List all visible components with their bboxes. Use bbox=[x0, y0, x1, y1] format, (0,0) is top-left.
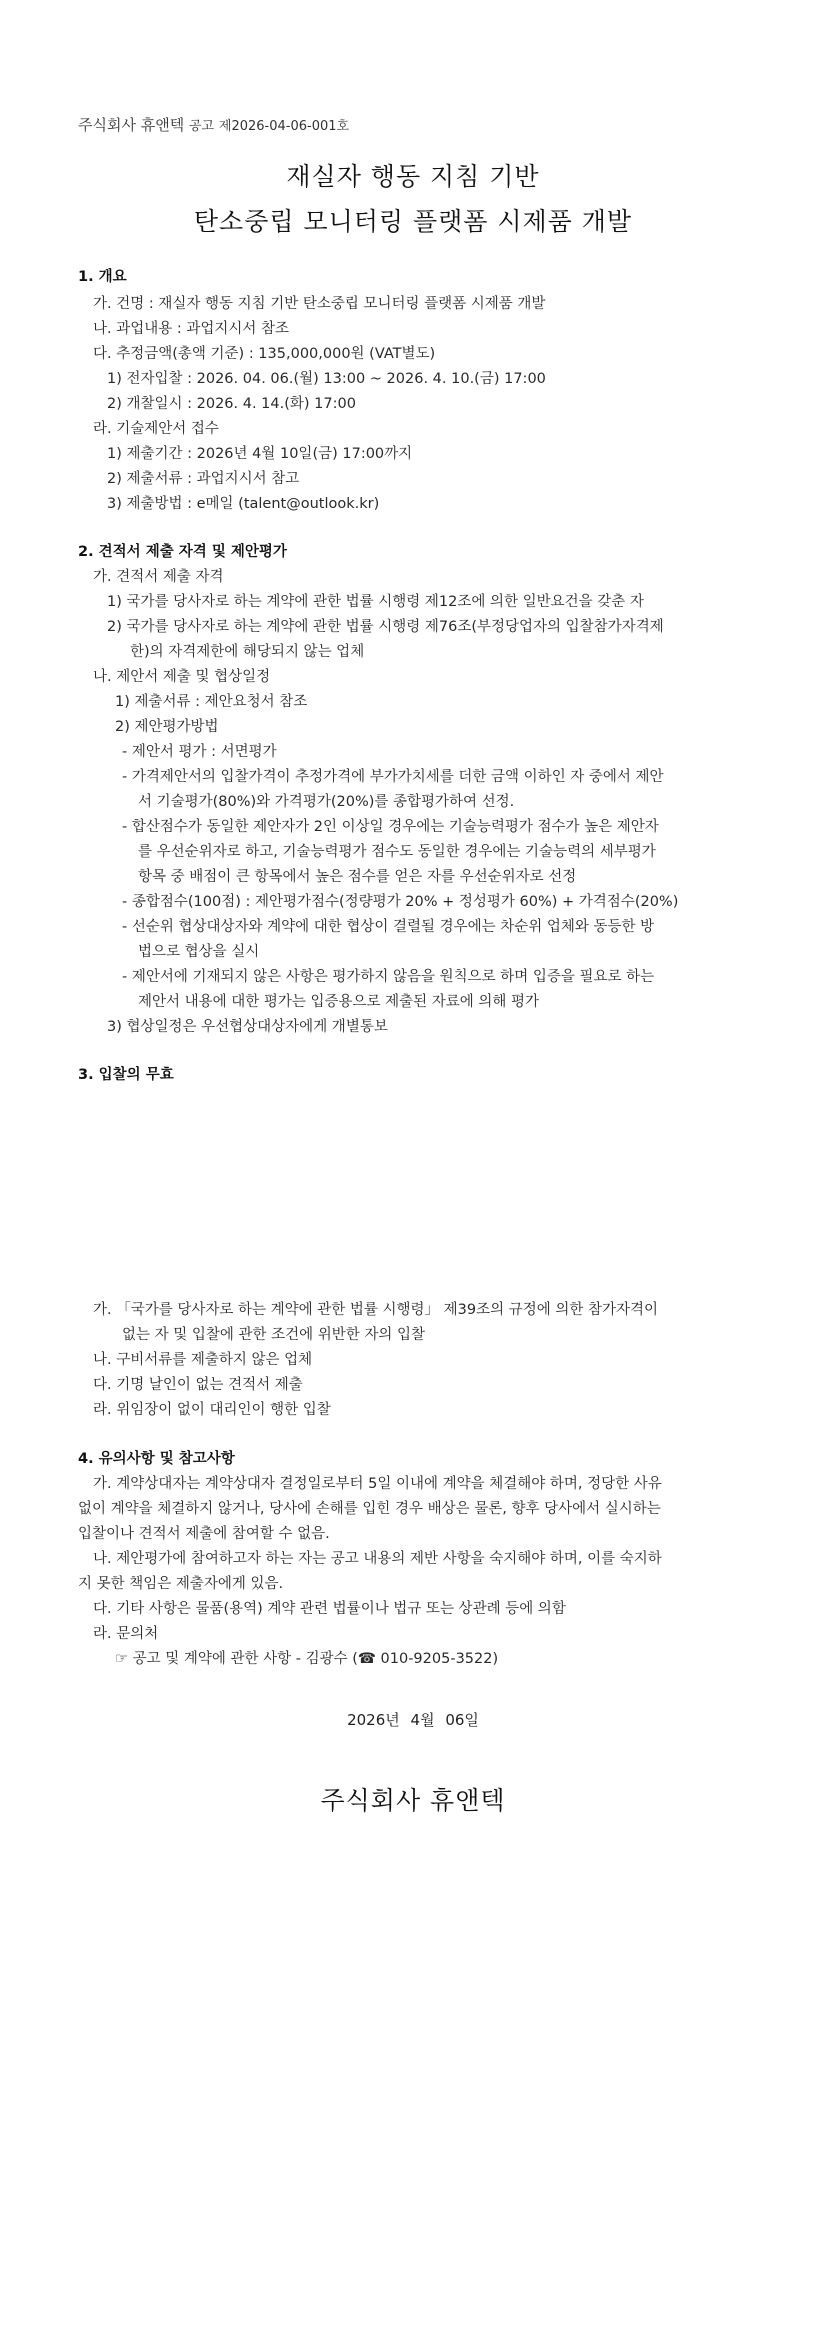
title-line2: 탄소중립 모니터링 플랫폼 시제품 개발 bbox=[193, 207, 633, 236]
section3-heading: 3. 입찰의 무효 bbox=[78, 1067, 174, 1083]
sec4-item-d1: ☞ 공고 및 계약에 관한 사항 - 김광수 (☎ 010-9205-3522) bbox=[115, 1651, 499, 1667]
sec1-item-d1: 1) 제출기간 : 2026년 4월 10일(금) 17:00까지 bbox=[107, 446, 413, 462]
sec3-item-d: 라. 위임장이 없이 대리인이 행한 입찰 bbox=[93, 1402, 331, 1418]
sec2-item-b1: 1) 제출서류 : 제안요청서 참조 bbox=[115, 694, 308, 710]
sec1-item-c: 다. 추정금액(총액 기준) : 135,000,000원 (VAT별도) bbox=[93, 346, 436, 362]
notice-number bbox=[78, 114, 349, 135]
sec2-item-b2-6-line2: 제안서 내용에 대한 평가는 입증용으로 제출된 자료에 의해 평가 bbox=[138, 994, 540, 1010]
sec2-item-b2-6-line1: - 제안서에 기재되지 않은 사항은 평가하지 않음을 원칙으로 하며 입증을 필요로 하는 bbox=[122, 969, 655, 985]
sec2-item-a2-line1: 2) 국가를 당사자로 하는 계약에 관한 법률 시행령 제76조(부정당업자의 입찰참가자격제 bbox=[107, 619, 664, 635]
section4-heading: 4. 유의사항 및 참고사항 bbox=[78, 1451, 235, 1467]
sec4-item-b-line1: 나. 제안평가에 참여하고자 하는 자는 공고 내용의 제반 사항을 숙지해야 하며, 이를 숙지하 bbox=[93, 1551, 662, 1567]
sec2-item-b2-2-line1: - 가격제안서의 입찰가격이 추정가격에 부가가치세를 더한 금액 이하인 자 중에서 제안 bbox=[122, 769, 664, 785]
sec2-item-b2-3-line1: - 합산점수가 동일한 제안자가 2인 이상일 경우에는 기술능력평가 점수가 높은 제안자 bbox=[122, 819, 659, 835]
sec3-item-b: 나. 구비서류를 제출하지 않은 업체 bbox=[93, 1352, 313, 1368]
sec1-item-a: 가. 건명 : 재실자 행동 지침 기반 탄소중립 모니터링 플랫폼 시제품 개발 bbox=[93, 296, 546, 312]
sec1-item-c1: 1) 전자입찰 : 2026. 04. 06.(월) 13:00 ~ 2026. 4. 10.(금) 17:00 bbox=[107, 371, 546, 387]
notice-no-value: 제2026-04-06-001호 bbox=[218, 119, 350, 134]
sec2-item-b3: 3) 협상일정은 우선협상대상자에게 개별통보 bbox=[107, 1019, 388, 1035]
sec3-item-a-line1: 가. 「국가를 당사자로 하는 계약에 관한 법률 시행령」 제39조의 규정에 의한 참가자격이 bbox=[93, 1302, 658, 1318]
sec2-item-b2-3-line3: 항목 중 배점이 큰 항목에서 높은 점수를 얻은 자를 우선순위자로 선정 bbox=[138, 869, 577, 885]
sec2-item-b2-1: - 제안서 평가 : 서면평가 bbox=[122, 744, 277, 760]
sec2-item-b: 나. 제안서 제출 및 협상일정 bbox=[93, 669, 271, 685]
sec4-item-c: 다. 기타 사항은 물품(용역) 계약 관련 법률이나 법규 또는 상관례 등에 의함 bbox=[93, 1601, 566, 1617]
sec4-item-a-line2: 없이 계약을 체결하지 않거나, 당사에 손해를 입힌 경우 배상은 물론, 향후 당사에서 실시하는 bbox=[78, 1501, 661, 1517]
section1-heading: 1. 개요 bbox=[78, 269, 127, 285]
sec2-item-b2-3-line2: 를 우선순위자로 하고, 기술능력평가 점수도 동일한 경우에는 기술능력의 세부평가 bbox=[138, 844, 656, 860]
sec3-item-a-line2: 없는 자 및 입찰에 관한 조건에 위반한 자의 입찰 bbox=[122, 1327, 426, 1343]
sec2-item-b2: 2) 제안평가방법 bbox=[115, 719, 219, 735]
sec2-item-b2-5-line2: 법으로 협상을 실시 bbox=[138, 944, 260, 960]
sec2-item-b2-2-line2: 서 기술평가(80%)와 가격평가(20%)를 종합평가하여 선정. bbox=[138, 794, 515, 810]
sec2-item-a1: 1) 국가를 당사자로 하는 계약에 관한 법률 시행령 제12조에 의한 일반요건을 갖춘 자 bbox=[107, 594, 644, 610]
footer-company: 주식회사 휴앤텍 bbox=[320, 1786, 506, 1815]
section2-heading: 2. 견적서 제출 자격 및 제안평가 bbox=[78, 544, 287, 560]
title-line1: 재실자 행동 지침 기반 bbox=[286, 162, 540, 191]
sec4-item-b-line2: 지 못한 책임은 제출자에게 있음. bbox=[78, 1576, 284, 1592]
sec2-item-a: 가. 견적서 제출 자격 bbox=[93, 569, 224, 585]
sec1-item-c2: 2) 개찰일시 : 2026. 4. 14.(화) 17:00 bbox=[107, 396, 356, 412]
sec1-item-d: 라. 기술제안서 접수 bbox=[93, 421, 219, 437]
sec2-item-b2-5-line1: - 선순위 협상대상자와 계약에 대한 협상이 결렬될 경우에는 차순위 업체와 동등한 방 bbox=[122, 919, 655, 935]
header-company: 주식회사 휴앤텍 bbox=[78, 116, 185, 134]
sec1-item-d2: 2) 제출서류 : 과업지시서 참고 bbox=[107, 471, 300, 487]
sec2-item-a2-line2: 한)의 자격제한에 해당되지 않는 업체 bbox=[130, 644, 365, 660]
sec1-item-b: 나. 과업내용 : 과업지시서 참조 bbox=[93, 321, 290, 337]
sec4-item-d: 라. 문의처 bbox=[93, 1626, 159, 1642]
sec2-item-b2-4: - 종합점수(100점) : 제안평가점수(정량평가 20% + 정성평가 60%) + 가격점수(20%) bbox=[122, 894, 679, 910]
notice-date: 2026년 4월 06일 bbox=[347, 1711, 479, 1729]
sec4-item-a-line3: 입찰이나 견적서 제출에 참여할 수 없음. bbox=[78, 1526, 330, 1542]
sec4-item-a-line1: 가. 계약상대자는 계약상대자 결정일로부터 5일 이내에 계약을 체결해야 하며, 정당한 사유 bbox=[93, 1476, 662, 1492]
sec3-item-c: 다. 기명 날인이 없는 견적서 제출 bbox=[93, 1377, 303, 1393]
sec1-item-d3: 3) 제출방법 : e메일 (talent@outlook.kr) bbox=[107, 496, 380, 512]
notice-label: 공고 bbox=[188, 119, 215, 134]
